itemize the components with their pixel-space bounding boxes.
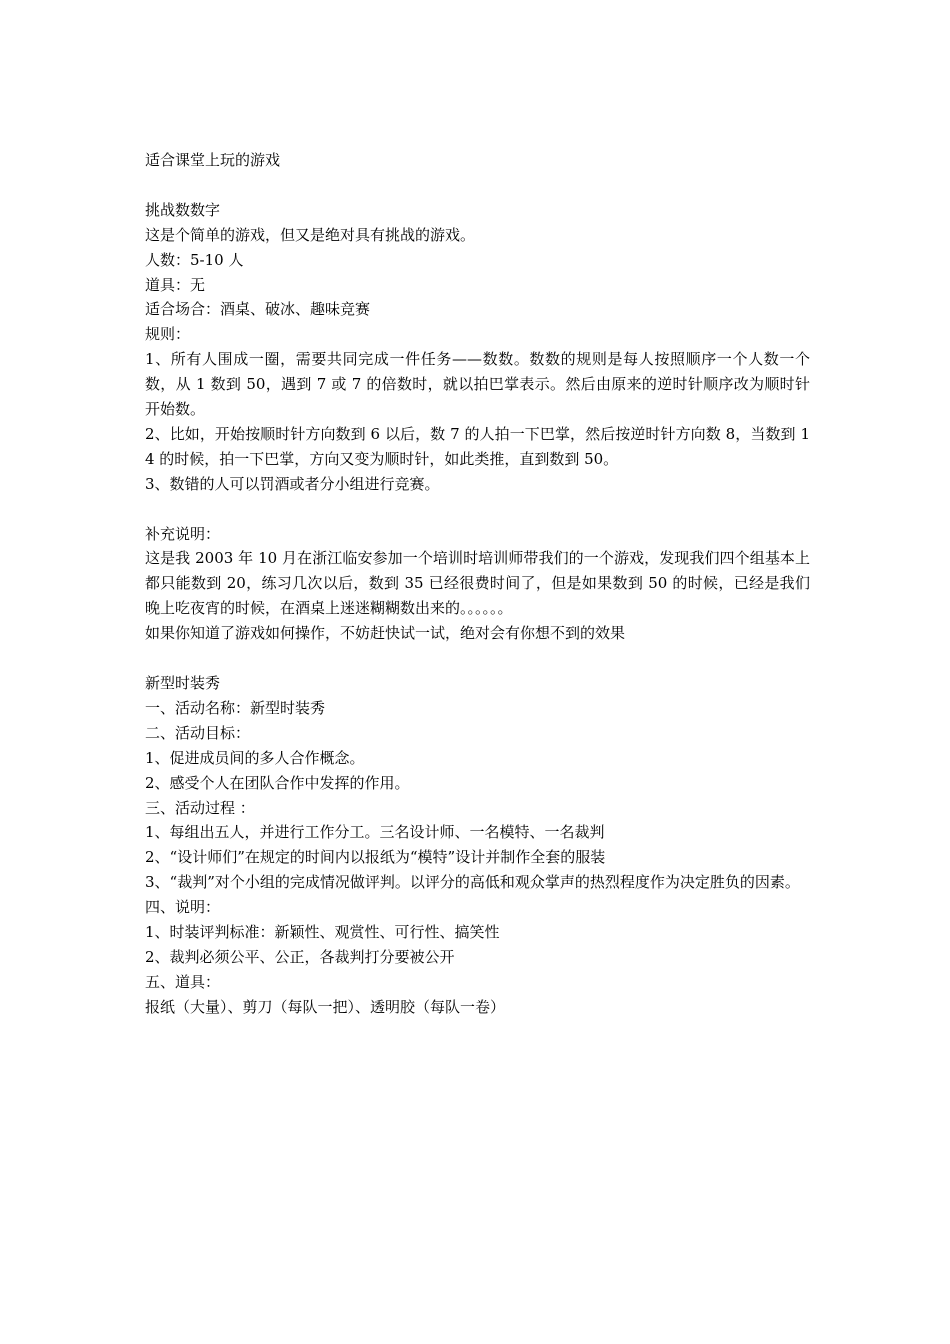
blank-line <box>145 173 810 198</box>
game2-props-list: 报纸（大量）、剪刀（每队一把）、透明胶（每队一卷） <box>145 997 506 1016</box>
game2-goal-1: 1、促进成员间的多人合作概念。 <box>145 748 365 767</box>
game2-process-1: 1、每组出五人，并进行工作分工。三名设计师、一名模特、一名裁判 <box>145 823 605 842</box>
game2-process-label: 三、活动过程 ： <box>145 798 255 817</box>
game2-process-2: 2、“设计师们”在规定的时间内以报纸为“模特”设计并制作全套的服装 <box>145 848 606 867</box>
blank-line <box>145 646 810 671</box>
game1-players: 人数：5-10 人 <box>145 250 244 269</box>
game2-goal-label: 二、活动目标： <box>145 723 251 742</box>
document-body <box>145 148 810 1020</box>
document-title: 适合课堂上玩的游戏 <box>145 151 281 169</box>
game2-name-line: 一、活动名称：新型时装秀 <box>145 698 326 717</box>
supplement-text: 这是我 2003 年 10 月在浙江临安参加一个培训时培训师带我们的一个游戏，发现我们四个组基本上都只能数到 20，练习几次以后，数到 35 已经很费时间了，但是如果数到 50 的时候，已经是我们晚上吃夜宵的时候，在酒桌上迷迷糊糊数出来的。。。。。。 <box>145 549 810 618</box>
game1-closing: 如果你知道了游戏如何操作，不妨赶快试一试，绝对会有你想不到的效果 <box>145 624 626 643</box>
game2-props-label: 五、道具： <box>145 972 221 991</box>
game2-note-2: 2、裁判必须公平、公正，各裁判打分要被公开 <box>145 947 455 966</box>
game1-props: 道具：无 <box>145 275 206 294</box>
game2-notes-label: 四、说明： <box>145 898 221 917</box>
game2-note-1: 1、时装评判标准：新颖性、观赏性、可行性、搞笑性 <box>145 923 500 942</box>
supplement-label: 补充说明： <box>145 524 221 543</box>
game1-intro: 这是个简单的游戏，但又是绝对具有挑战的游戏。 <box>145 225 476 244</box>
game2-goal-2: 2、感受个人在团队合作中发挥的作用。 <box>145 773 410 792</box>
game2-heading: 新型时装秀 <box>145 673 221 692</box>
game1-heading: 挑战数数字 <box>145 200 221 219</box>
game1-rule-2: 2、比如，开始按顺时针方向数到 6 以后，数 7 的人拍一下巴掌，然后按逆时针方向数 8，当数到 14 的时候，拍一下巴掌，方向又变为顺时针，如此类推，直到数到 50。 <box>145 424 810 468</box>
game2-process-3: 3、“裁判”对个小组的完成情况做评判。以评分的高低和观众掌声的热烈程度作为决定胜负的因素。 <box>145 873 800 892</box>
game1-rule-3: 3、数错的人可以罚酒或者分小组进行竞赛。 <box>145 474 440 493</box>
game1-rules-label: 规则： <box>145 325 191 344</box>
game1-rule-1: 1、所有人围成一圈，需要共同完成一件任务——数数。数数的规则是每人按照顺序一个人数一个数，从 1 数到 50，遇到 7 或 7 的倍数时，就以拍巴掌表示。然后由原来的逆时针顺序改为顺时针开始数。 <box>145 350 810 419</box>
game1-occasions: 适合场合：酒桌、破冰、趣味竞赛 <box>145 300 371 319</box>
blank-line <box>145 497 810 522</box>
